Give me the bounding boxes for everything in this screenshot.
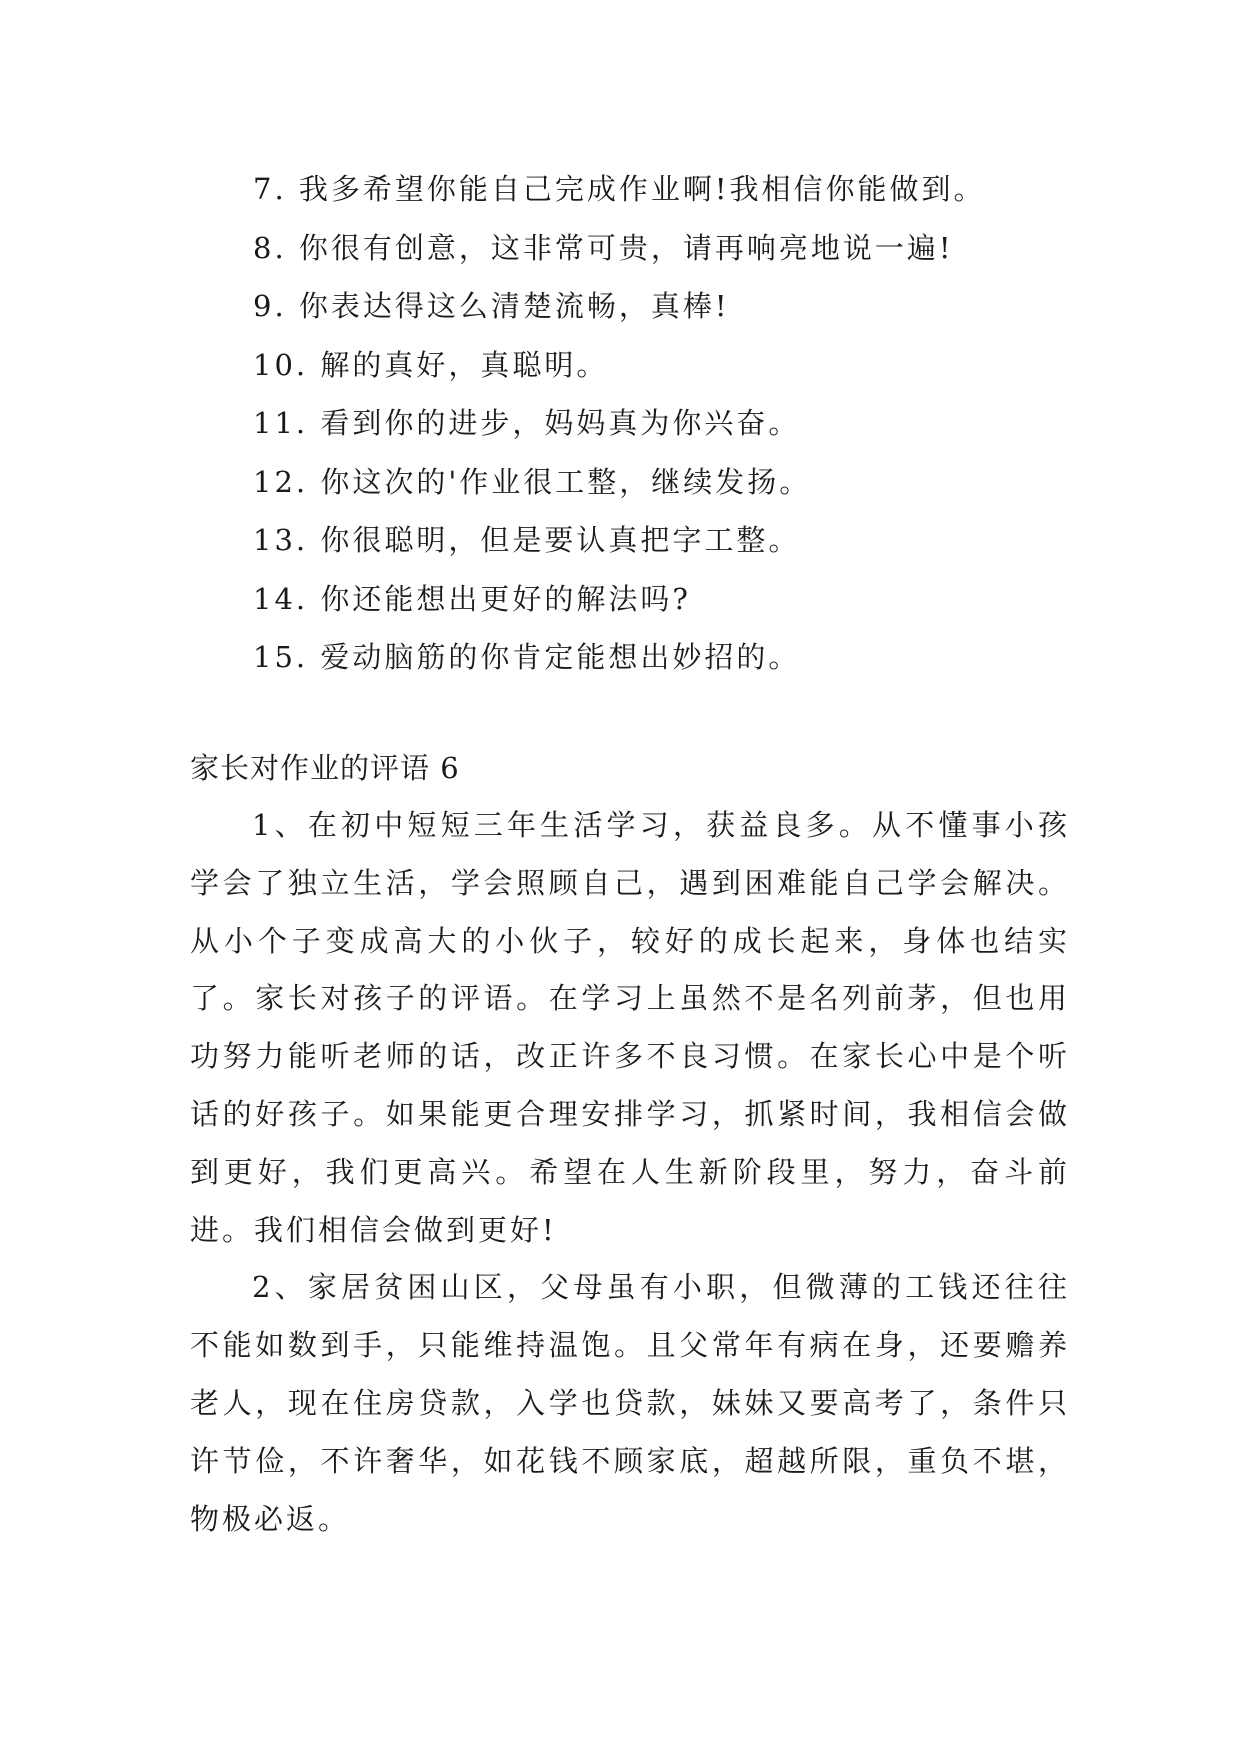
list-item: 7. 我多希望你能自己完成作业啊!我相信你能做到。	[253, 172, 986, 206]
list-item: 12. 你这次的'作业很工整，继续发扬。	[253, 464, 812, 499]
list-item: 8. 你很有创意，这非常可贵，请再响亮地说一遍!	[253, 230, 954, 265]
section-body	[190, 797, 1070, 1548]
list-item: 9. 你表达得这么清楚流畅，真棒!	[253, 289, 730, 323]
paragraph: 2、家居贫困山区，父母虽有小职，但微薄的工钱还往往不能如数到手，只能维持温饱。且父常年有病在身，还要赡养老人，现在住房贷款，入学也贷款，妹妹又要高考了，条件只许节俭，不许奢华，如花钱不顾家底，超越所限，重负不堪，物极必返。	[190, 1270, 1070, 1536]
section-title: 家长对作业的评语 6	[190, 751, 460, 785]
list-item: 10. 解的真好，真聪明。	[253, 347, 609, 382]
list-item: 11. 看到你的进步，妈妈真为你兴奋。	[253, 406, 801, 440]
list-item: 14. 你还能想出更好的解法吗?	[253, 581, 691, 616]
comment-list	[253, 160, 986, 687]
list-item: 13. 你很聪明，但是要认真把字工整。	[253, 523, 801, 557]
paragraph: 1、在初中短短三年生活学习，获益良多。从不懂事小孩学会了独立生活，学会照顾自己，遇到困难能自己学会解决。从小个子变成高大的小伙子，较好的成长起来，身体也结实了。家长对孩子的评语。在学习上虽然不是名列前茅，但也用功努力能听老师的话，改正许多不良习惯。在家长心中是个听话的好孩子。如果能更合理安排学习，抓紧时间，我相信会做到更好，我们更高兴。希望在人生新阶段里，努力，奋斗前进。我们相信会做到更好!	[190, 808, 1070, 1247]
list-item: 15. 爱动脑筋的你肯定能想出妙招的。	[253, 640, 801, 674]
